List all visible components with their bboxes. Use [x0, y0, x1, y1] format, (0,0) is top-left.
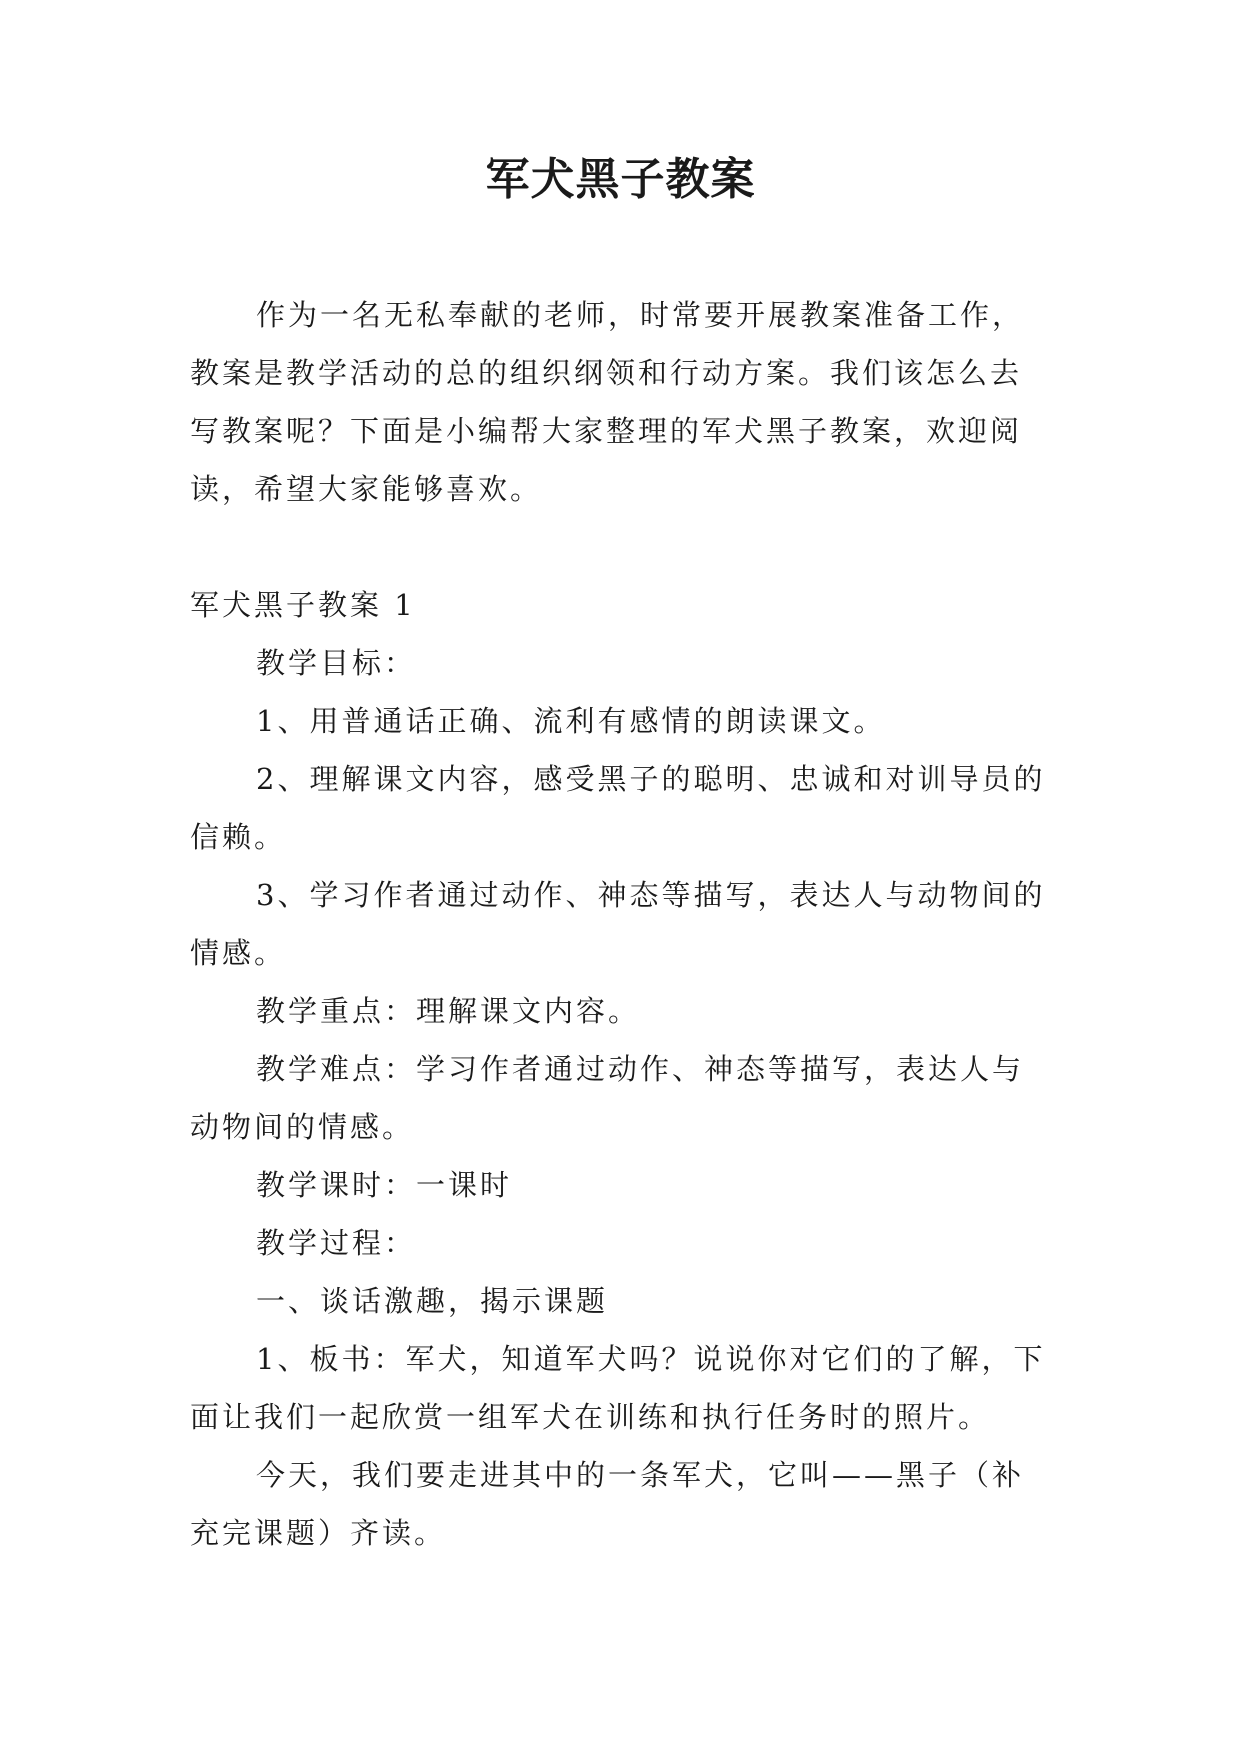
- process-step-text: 今天，我们要走进其中的一条军犬，它叫——黑子（补充完课题）齐读。: [190, 1458, 1025, 1550]
- teaching-duration: 教学课时：一课时: [256, 1168, 513, 1202]
- teaching-focus: 教学重点：理解课文内容。: [256, 994, 641, 1028]
- paragraph-gap: [190, 518, 1050, 576]
- process-step-heading: 一、谈话激趣，揭示课题: [256, 1284, 609, 1318]
- document-title: 军犬黑子教案: [485, 154, 756, 205]
- goal-item-3: 3、学习作者通过动作、神态等描写，表达人与动物间的情感。: [190, 878, 1046, 970]
- teaching-goals-label: 教学目标：: [256, 646, 417, 680]
- goal-item-2: 2、理解课文内容，感受黑子的聪明、忠诚和对训导员的信赖。: [190, 762, 1046, 854]
- document-body: [190, 286, 1050, 1562]
- process-step-1: 1、板书：军犬，知道军犬吗？说说你对它们的了解，下面让我们一起欣赏一组军犬在训练和执行任务时的照片。: [190, 1342, 1046, 1434]
- goal-item-1: 1、用普通话正确、流利有感情的朗读课文。: [256, 704, 886, 738]
- section-heading: 军犬黑子教案 1: [190, 588, 416, 622]
- intro-paragraph: 作为一名无私奉献的老师，时常要开展教案准备工作，教案是教学活动的总的组织纲领和行动方案。我们该怎么去写教案呢？下面是小编帮大家整理的军犬黑子教案，欢迎阅读，希望大家能够喜欢。: [190, 298, 1025, 506]
- teaching-process-label: 教学过程：: [256, 1226, 417, 1260]
- teaching-difficulty: 教学难点：学习作者通过动作、神态等描写，表达人与动物间的情感。: [190, 1052, 1025, 1144]
